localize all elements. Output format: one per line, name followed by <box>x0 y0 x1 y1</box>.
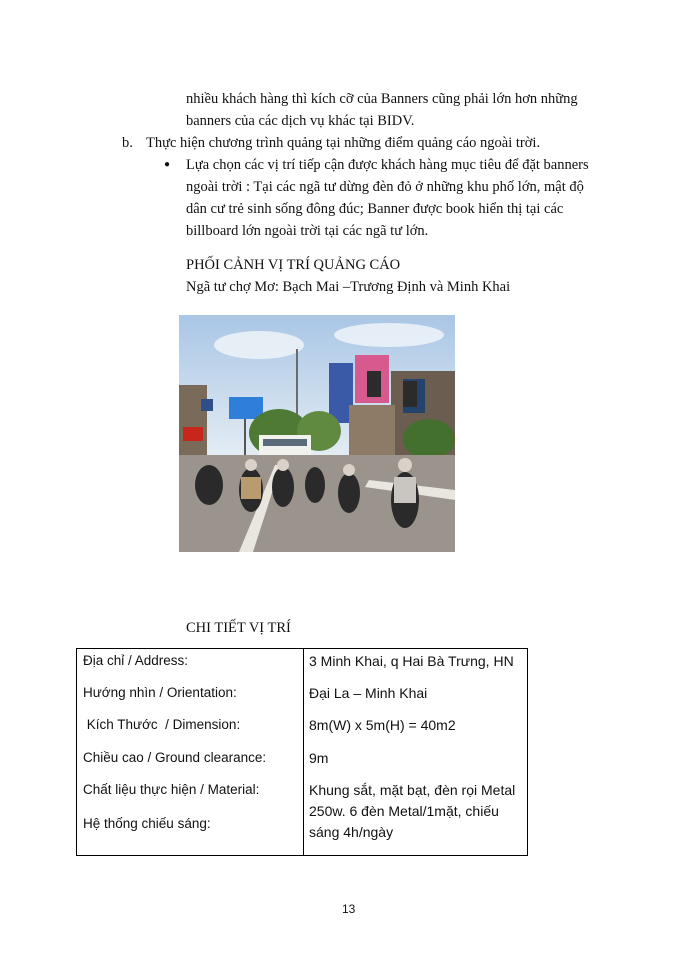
material-value-cont: 250w. 6 đèn Metal/1mặt, chiếu <box>309 803 499 819</box>
material-value: Khung sắt, mặt bạt, đèn rọi Metal <box>309 782 516 798</box>
perspective-title: PHỐI CẢNH VỊ TRÍ QUẢNG CÁO <box>186 257 401 273</box>
dimension-label: Kích Thước / Dimension: <box>83 717 241 732</box>
bullet-icon: ● <box>164 159 171 170</box>
orientation-value: Đại La – Minh Khai <box>309 685 428 701</box>
dimension-value: 8m(W) x 5m(H) = 40m2 <box>309 717 456 733</box>
material-label: Chất liệu thực hiện / Material: <box>83 782 260 797</box>
details-title: CHI TIẾT VỊ TRÍ <box>186 620 291 636</box>
list-marker-b: b. <box>122 135 133 151</box>
material-value-cont: sáng 4h/ngày <box>309 824 394 840</box>
lighting-label: Hệ thống chiếu sáng: <box>83 816 211 831</box>
page-number: 13 <box>342 902 356 916</box>
table-column-divider <box>303 649 304 855</box>
address-label: Địa chỉ / Address: <box>83 653 189 668</box>
bullet-line: Lựa chọn các vị trí tiếp cận được khách hàng mục tiêu để đặt banners <box>186 157 589 173</box>
bullet-line: ngoài trời : Tại các ngã tư dừng đèn đỏ ở những khu phố lớn, mật độ <box>186 179 584 195</box>
paragraph-line: banners của các dịch vụ khác tại BIDV. <box>186 113 415 129</box>
paragraph-line: nhiều khách hàng thì kích cỡ của Banners cũng phải lớn hơn những <box>186 91 578 107</box>
bullet-line: dân cư trẻ sinh sống đông đúc; Banner được book hiển thị tại các <box>186 201 564 217</box>
ground-clearance-label: Chiều cao / Ground clearance: <box>83 750 267 765</box>
list-item-b-text: Thực hiện chương trình quảng tại những điểm quảng cáo ngoài trời. <box>146 135 541 151</box>
ground-clearance-value: 9m <box>309 750 329 766</box>
perspective-subtitle: Ngã tư chợ Mơ: Bạch Mai –Trương Định và Minh Khai <box>186 279 511 295</box>
location-details-table <box>76 648 528 856</box>
bullet-line: billboard lớn ngoài trời tại các ngã tư lớn. <box>186 223 429 239</box>
address-value: 3 Minh Khai, q Hai Bà Trưng, HN <box>309 653 514 669</box>
street-intersection-photo <box>179 315 455 552</box>
orientation-label: Hướng nhìn / Orientation: <box>83 685 237 700</box>
